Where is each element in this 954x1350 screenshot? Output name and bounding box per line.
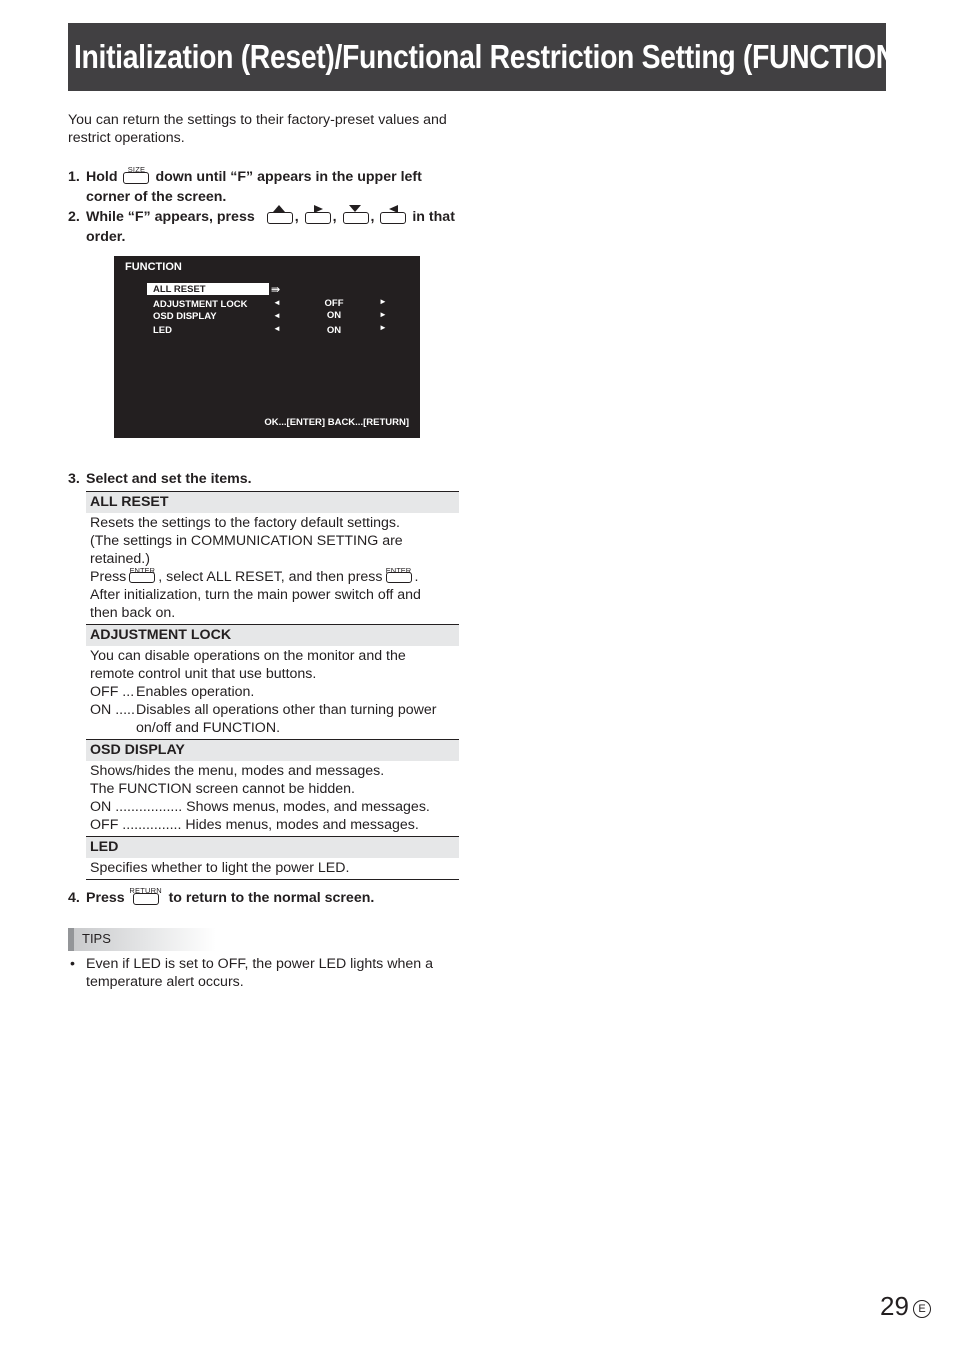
language-mark: E <box>913 1300 931 1318</box>
option-value: Enables operation. <box>136 684 255 700</box>
step-text <box>86 167 422 187</box>
step-text-part: While “F” appears, press <box>86 209 255 225</box>
option-off <box>90 683 455 701</box>
step-text: corner of the screen. <box>86 189 227 205</box>
menu-item-osd-display: OSD DISPLAY <box>153 311 217 322</box>
option-key: OFF ... <box>90 684 135 700</box>
menu-value: ON <box>326 325 342 336</box>
step-number: 4. <box>68 890 80 906</box>
function-menu-screen <box>114 256 420 438</box>
table-body-led <box>86 858 459 879</box>
enter-arrow-icon: ⇛ <box>271 284 281 296</box>
right-button-icon <box>305 212 331 224</box>
settings-table <box>86 491 459 880</box>
down-button-icon <box>343 212 369 224</box>
key-label: ENTER <box>129 566 155 575</box>
page-number: 29 <box>880 1291 909 1321</box>
step-text <box>86 888 374 908</box>
separator: , <box>294 209 299 225</box>
body-line: Specifies whether to light the power LED. <box>90 860 350 876</box>
body-line: remote control unit that use buttons. <box>90 666 317 682</box>
body-text-part: Press <box>90 569 127 585</box>
table-heading-adjustment-lock: ADJUSTMENT LOCK <box>86 624 459 646</box>
table-body-all-reset <box>86 513 459 624</box>
table-heading-osd-display: OSD DISPLAY <box>86 739 459 761</box>
body-line: Resets the settings to the factory default settings. <box>90 515 400 531</box>
separator: , <box>370 209 375 225</box>
step-text: Select and set the items. <box>86 471 252 487</box>
left-arrow-icon: ◄ <box>273 324 281 333</box>
option-key: ON ..... <box>90 702 135 718</box>
down-arrow-icon <box>349 205 361 212</box>
step-number: 1. <box>68 169 80 185</box>
body-line: OFF ............... Hides menus, modes and messages. <box>90 817 419 833</box>
enter-button-icon <box>129 566 155 583</box>
left-arrow-icon: ◄ <box>273 311 281 320</box>
step-text-part: Press <box>86 890 125 906</box>
page-title: Initialization (Reset)/Functional Restriction Setting (FUNCTION) <box>74 38 905 75</box>
up-arrow-icon <box>273 205 285 212</box>
table-body-osd-display <box>86 761 459 836</box>
left-arrow-icon: ◄ <box>273 298 281 307</box>
option-on <box>90 701 455 737</box>
body-line: The FUNCTION screen cannot be hidden. <box>90 781 355 797</box>
tips-label: TIPS <box>82 931 111 946</box>
step-number: 3. <box>68 471 80 487</box>
up-button-icon <box>267 212 293 224</box>
title-bar <box>68 23 905 91</box>
right-arrow-icon <box>314 205 323 213</box>
right-arrow-icon: ► <box>379 323 387 332</box>
body-line: (The settings in COMMUNICATION SETTING are <box>90 533 403 549</box>
enter-button-icon <box>385 566 412 583</box>
table-body-adjustment-lock <box>86 646 459 739</box>
left-button-icon <box>380 212 406 224</box>
size-button-icon <box>123 165 149 184</box>
intro-text: You can return the settings to their factory-preset values and restrict operations. <box>68 112 447 146</box>
body-line: then back on. <box>90 605 176 621</box>
menu-value: OFF <box>324 298 344 309</box>
menu-value: ON <box>326 310 342 321</box>
step-text: order. <box>86 229 126 245</box>
key-label: ENTER <box>385 566 412 575</box>
tip-text: Even if LED is set to OFF, the power LED lights when a temperature alert occurs. <box>86 956 433 990</box>
left-arrow-icon <box>389 205 398 213</box>
right-arrow-icon: ► <box>379 310 387 319</box>
step-text-part: in that <box>412 209 455 225</box>
body-line: ON ................. Shows menus, modes, and messages. <box>90 799 430 815</box>
step-text <box>86 207 455 227</box>
body-line: retained.) <box>90 551 150 567</box>
key-label: SIZE <box>127 165 146 174</box>
key-label: RETURN <box>129 886 162 895</box>
right-arrow-icon: ► <box>379 297 387 306</box>
bullet-icon: • <box>70 956 75 972</box>
body-line: After initialization, turn the main power switch off and <box>90 587 421 603</box>
menu-item-led: LED <box>153 325 172 336</box>
step-text-part: to return to the normal screen. <box>168 890 375 906</box>
body-line: You can disable operations on the monitor and the <box>90 648 406 664</box>
step-text-part: down until “F” appears in the upper left <box>155 169 422 185</box>
option-value: Disables all operations other than turning power on/off and FUNCTION. <box>136 702 437 736</box>
body-text-part: , select ALL RESET, and then press <box>158 569 383 585</box>
separator: , <box>332 209 337 225</box>
return-button-icon <box>129 886 162 905</box>
body-line: Shows/hides the menu, modes and messages. <box>90 763 385 779</box>
menu-item-adjustment-lock: ADJUSTMENT LOCK <box>153 299 248 310</box>
body-line <box>90 568 455 586</box>
body-text-part: . <box>414 569 419 585</box>
step-number: 2. <box>68 209 80 225</box>
menu-title: FUNCTION <box>125 261 182 273</box>
tips-banner-edge <box>68 928 74 951</box>
menu-footer: OK...[ENTER] BACK...[RETURN] <box>264 417 409 428</box>
table-heading-led: LED <box>86 836 459 858</box>
table-heading-all-reset: ALL RESET <box>86 492 459 513</box>
step-text-part: Hold <box>86 169 118 185</box>
menu-item-all-reset: ALL RESET <box>153 284 206 295</box>
